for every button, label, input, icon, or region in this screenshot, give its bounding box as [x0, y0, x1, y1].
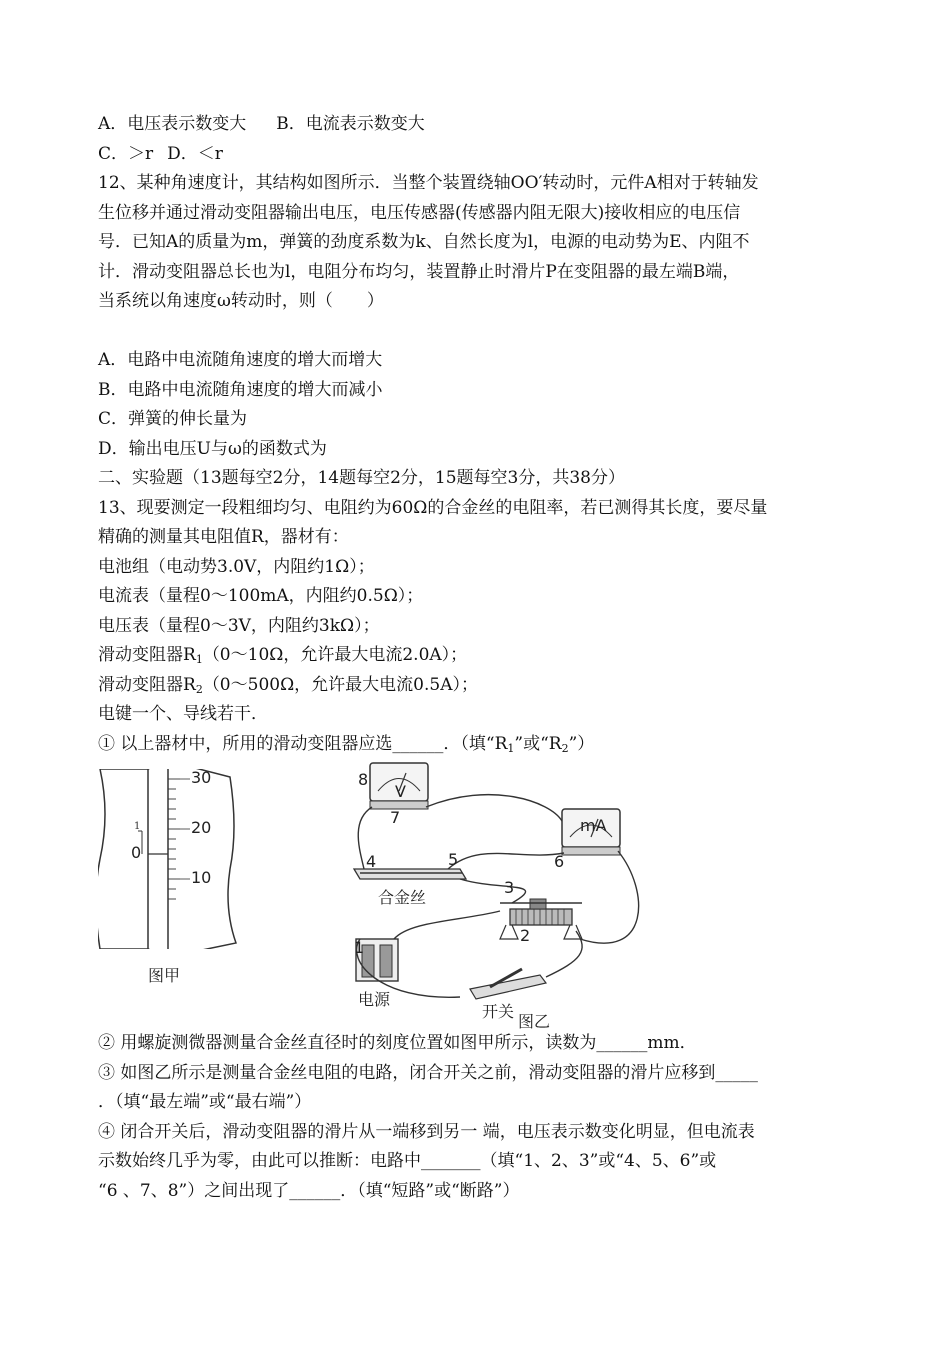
equipment-voltmeter: 电压表（量程0～3V，内阻约3kΩ）； [98, 615, 380, 636]
q13-intro-line: 精确的测量其电阻值R，器材有： [98, 527, 349, 547]
svg-text:电源: 电源 [358, 990, 391, 1009]
section-2-title: 二、实验题（13题每空2分，14题每空2分，15题每空3分，共38分） [98, 468, 625, 488]
q11-option-b[interactable]: B．电流表示数变大 [276, 114, 425, 134]
equipment-battery: 电池组（电动势3.0V，内阻约1Ω）； [98, 556, 375, 577]
figures-row [98, 761, 868, 1029]
voltmeter-icon [370, 763, 428, 809]
equipment-rheostat-r1: 滑动变阻器$R_1(0\sim 10\Omega$，允许最大电流2.0A）； [98, 645, 468, 666]
circuit-figure [350, 761, 720, 1029]
q12-stem-line: 号．已知A的质量为m，弹簧的劲度系数为k、自然长度为l，电源的电动势为E、内阻不 [98, 232, 750, 252]
svg-text:7: 7 [390, 808, 401, 827]
q13-part-2: ② 用螺旋测微器测量合金丝直径时的刻度位置如图甲所示，读数为______mm． [98, 1033, 697, 1053]
micrometer-tick-20: 20 [191, 818, 212, 837]
q13-part-3-line: ．（填“最左端”或“最右端”） [98, 1092, 312, 1112]
q12-stem-line: 12、某种角速度计，其结构如图所示．当整个装置绕轴OO′转动时，元件A相对于转轴发 [98, 173, 759, 193]
q11-option-a[interactable]: A．电压表示数变大 [98, 114, 247, 134]
alloy-wire-board [354, 869, 466, 907]
q13-part-4-line: “6 、7、8”）之间出现了______．（填“短路”或“断路”） [98, 1180, 520, 1201]
equipment-misc: 电键一个、导线若干． [98, 704, 268, 724]
q12-option-c[interactable]: C．弹簧的伸长量为 [98, 409, 248, 429]
figure-yi-caption: 图乙 [518, 1012, 551, 1029]
q12-stem-line: 当系统以角速度ω转动时，则（ ） [98, 291, 384, 311]
q12-option-b[interactable]: B．电路中电流随角速度的增大而减小 [98, 379, 383, 400]
q11-option-d[interactable]: D．＜r [167, 143, 223, 164]
q13-part-4-line: 示数始终几乎为零，由此可以推断：电路中_______（填“1、2、3”或“4、5、6”或 [98, 1151, 717, 1171]
q12-stem [98, 169, 868, 317]
rheostat-icon [500, 899, 582, 939]
ammeter-icon [562, 809, 620, 855]
svg-text:合金丝: 合金丝 [378, 888, 427, 907]
q12-option-a[interactable]: A．电路中电流随角速度的增大而增大 [98, 350, 383, 370]
micrometer-figure [98, 769, 248, 949]
micrometer-tick-10: 10 [191, 868, 212, 887]
q13-intro-line: 13、现要测定一段粗细均匀、电阻约为60Ω的合金丝的电阻率，若已测得其长度，要尽量 [98, 497, 768, 518]
q13-part-1: ① 以上器材中，所用的滑动变阻器应选______．（填“$R_1$”或“$R_2$”） [98, 733, 595, 755]
q12-stem-line: 计．滑动变阻器总长也为l，电阻分布均匀，装置静止时滑片P在变阻器的最左端B端， [98, 261, 740, 282]
equipment-ammeter: 电流表（量程0～100mA，内阻约0.5Ω）； [98, 586, 424, 606]
svg-text:开关: 开关 [482, 1002, 515, 1021]
q12-options [98, 346, 868, 464]
svg-text:1: 1 [134, 821, 141, 832]
exam-page [98, 110, 868, 1206]
equipment-rheostat-r2: 滑动变阻器$R_2(0\sim 500\Omega$，允许最大电流0.5A）； [98, 674, 478, 696]
svg-text:1: 1 [354, 938, 365, 957]
svg-text:图甲: 图甲 [148, 966, 181, 985]
q12-option-d[interactable]: D．输出电压U与ω的函数式为 [98, 438, 327, 459]
svg-text:6: 6 [554, 852, 565, 871]
svg-text:8: 8 [358, 770, 369, 789]
q12-stem-line: 生位移并通过滑动变阻器输出电压，电压传感器(传感器内阻无限大)接收相应的电压信 [98, 202, 741, 223]
q13-part-4-line: ④ 闭合开关后，滑动变阻器的滑片从一端移到另一 端，电压表示数变化明显，但电流表 [98, 1121, 755, 1142]
q11-options-row-1 [98, 110, 868, 140]
micrometer-zero: 0 [131, 843, 142, 862]
q11-options-row-2 [98, 140, 868, 170]
micrometer-tick-30: 30 [191, 769, 212, 787]
q13-part-3-line: ③ 如图乙所示是测量合金丝电阻的电路，闭合开关之前，滑动变阻器的滑片应移到_____ [98, 1062, 758, 1083]
svg-text:3: 3 [504, 878, 515, 897]
svg-text:2: 2 [520, 926, 531, 945]
svg-text:5: 5 [448, 850, 459, 869]
q11-option-c[interactable]: C．＞r [98, 143, 154, 164]
svg-text:V: V [395, 782, 406, 801]
svg-text:4: 4 [366, 852, 377, 871]
svg-text:mA: mA [580, 816, 607, 835]
figure-jia-caption [138, 961, 218, 991]
